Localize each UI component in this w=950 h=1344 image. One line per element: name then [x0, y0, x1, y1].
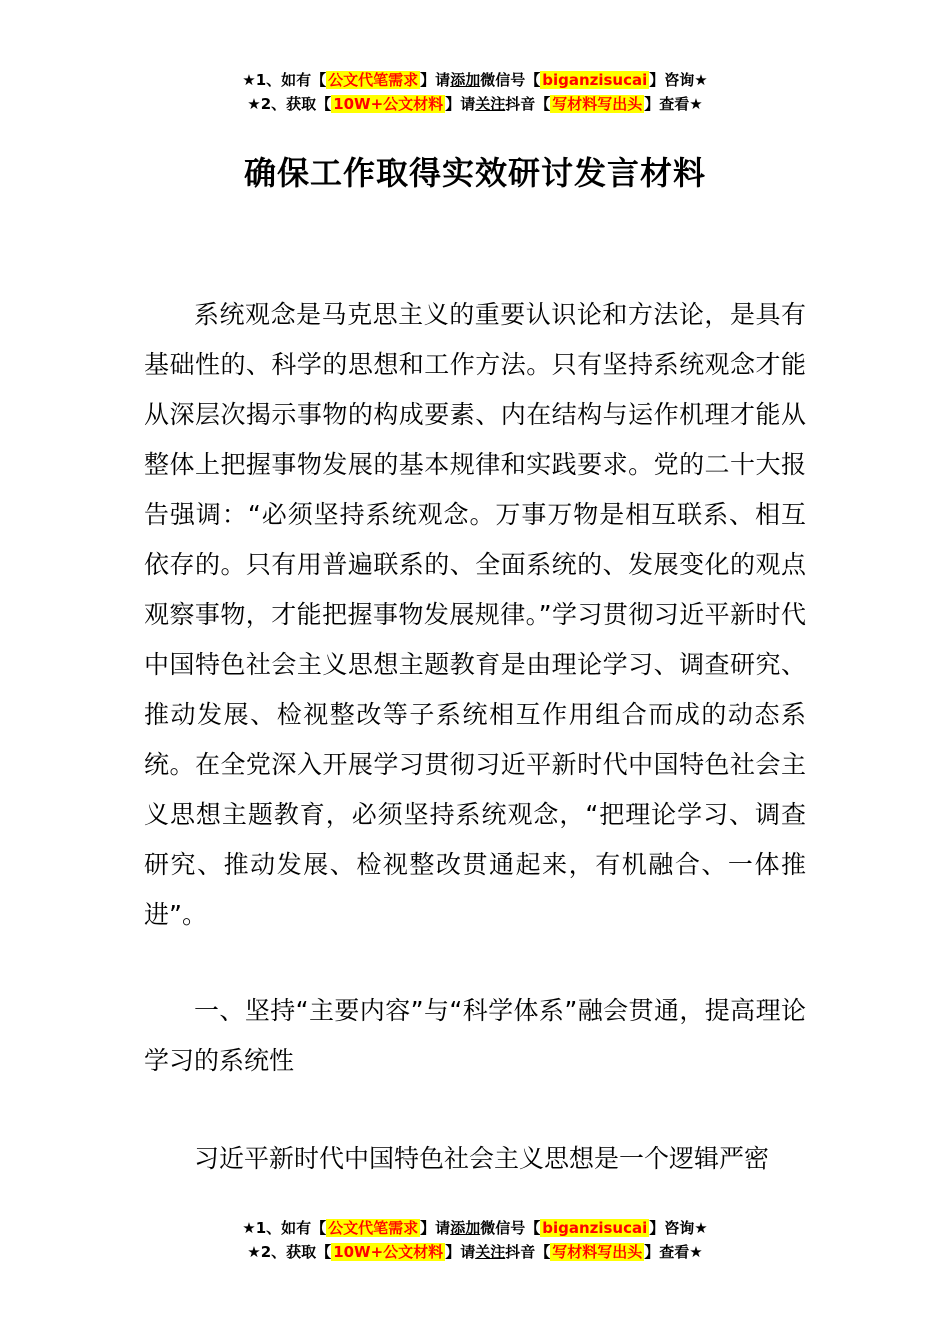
- banner-text: ★1、如有【: [242, 71, 327, 89]
- banner-text: 】查看★: [644, 1243, 703, 1261]
- banner-highlight: 写材料写出头: [552, 1243, 643, 1261]
- banner-text: ★1、如有【: [242, 1219, 327, 1237]
- banner-underlined-text: 关注: [475, 1243, 506, 1261]
- banner-text: 微信号【: [480, 1219, 541, 1237]
- header-banner: [0, 68, 950, 116]
- banner-text: 】请: [445, 95, 476, 113]
- banner-text: 抖音【: [505, 95, 551, 113]
- banner-highlight: 公文代笔需求: [328, 71, 419, 89]
- banner-text: 微信号【: [480, 71, 541, 89]
- banner-text: 抖音【: [505, 1243, 551, 1261]
- body-paragraph: 习近平新时代中国特色社会主义思想是一个逻辑严密: [194, 1144, 770, 1173]
- banner-highlight: 写材料写出头: [552, 95, 643, 113]
- banner-highlight: biganzisucai: [542, 1219, 648, 1237]
- section-heading: 一、坚持“主要内容”与“科学体系”融会贯通，提高理论学习的系统性: [144, 996, 806, 1075]
- banner-text: ★2、获取【: [247, 95, 332, 113]
- banner-line-1: [0, 68, 950, 92]
- banner-underlined-text: 添加: [450, 1219, 481, 1237]
- banner-text: 】请: [420, 1219, 451, 1237]
- banner-highlight: 10W+公文材料: [333, 95, 444, 113]
- banner-line-1: [0, 1216, 950, 1240]
- banner-text: 】请: [445, 1243, 476, 1261]
- banner-text: 】查看★: [644, 95, 703, 113]
- banner-text: 】咨询★: [649, 1219, 708, 1237]
- banner-highlight: 10W+公文材料: [333, 1243, 444, 1261]
- document-title: 确保工作取得实效研讨发言材料: [243, 154, 706, 192]
- banner-highlight: 公文代笔需求: [328, 1219, 419, 1237]
- banner-text: 】咨询★: [649, 71, 708, 89]
- banner-text: 】请: [420, 71, 451, 89]
- body-paragraph: 系统观念是马克思主义的重要认识论和方法论，是具有基础性的、科学的思想和工作方法。只有坚持系统观念才能从深层次揭示事物的构成要素、内在结构与运作机理才能从整体上把握事物发展的基本规律和实践要求。党的二十大报告强调：“必须坚持系统观念。万事万物是相互联系、相互依存的。只有用普遍联系的、全面系统的、发展变化的观点观察事物，才能把握事物发展规律。”学习贯彻习近平新时代中国特色社会主义思想主题教育是由理论学习、调查研究、推动发展、检视整改等子系统相互作用组合而成的动态系统。在全党深入开展学习贯彻习近平新时代中国特色社会主义思想主题教育，必须坚持系统观念，“把理论学习、调查研究、推动发展、检视整改贯通起来，有机融合、一体推进”。: [144, 300, 806, 929]
- banner-highlight: biganzisucai: [542, 71, 648, 89]
- banner-text: ★2、获取【: [247, 1243, 332, 1261]
- banner-underlined-text: 关注: [475, 95, 506, 113]
- banner-line-2: [0, 92, 950, 116]
- banner-line-2: [0, 1240, 950, 1264]
- banner-underlined-text: 添加: [450, 71, 481, 89]
- footer-banner: [0, 1216, 950, 1264]
